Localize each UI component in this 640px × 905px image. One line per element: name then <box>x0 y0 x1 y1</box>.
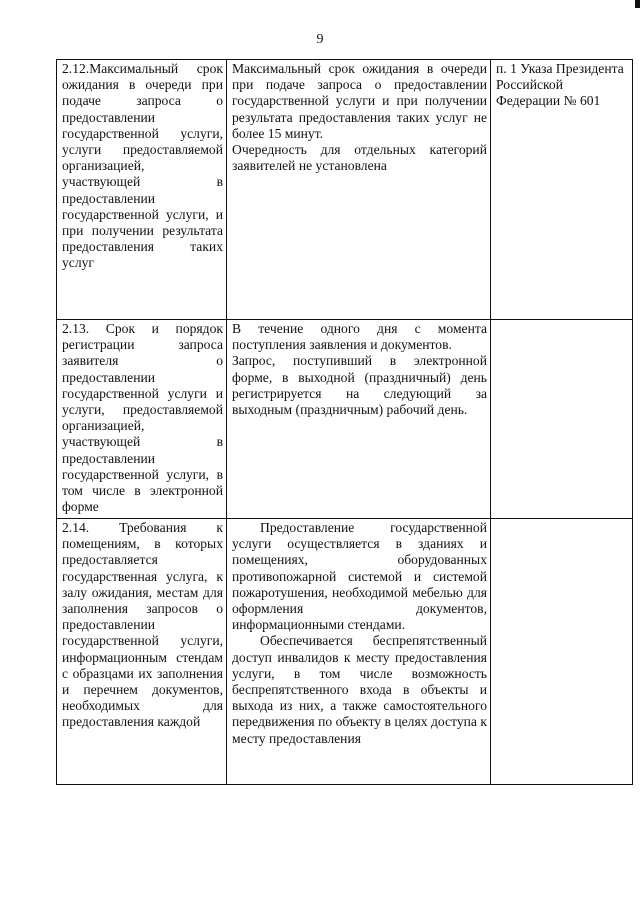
content-paragraph: Предоставление государственной услуги осуществляется в зданиях и помещениях, оборудованных противопожарной системой и системой пожаротушения, необходимой мебелью для оформления документов, информационными стендами. <box>232 520 487 633</box>
requirement-text: 2.14. Требования к помещениям, в которых предоставляется государственная услуга, к залу ожидания, местам для заполнения запросов о предоставлении государственной услуги, информационным стендам с образцами их заполнения и перечнем документов, необходимых для предоставления каждой <box>62 520 223 730</box>
table-row <box>57 60 633 320</box>
regulation-table <box>56 59 633 785</box>
table-row <box>57 320 633 519</box>
content-cell <box>227 519 491 785</box>
requirement-cell <box>57 519 227 785</box>
content-paragraph: Очередность для отдельных категорий заявителей не установлена <box>232 142 487 174</box>
page-number: 9 <box>316 32 324 47</box>
legal-basis-cell <box>491 60 633 320</box>
requirement-text: 2.13. Срок и порядок регистрации запроса заявителя о предоставлении государственной услуги и услуги, предоставляемой организацией, участвующей в предоставлении государственной услуги, в том числе в электронной форме <box>62 321 223 515</box>
requirement-text: 2.12.Максимальный срок ожидания в очереди при подаче запроса о предоставлении государственной услуги, услуги предоставляемой организацией, участвующей в предоставлении государственной услуги, и при получении результата предоставления таких услуг <box>62 61 223 271</box>
content-cell <box>227 60 491 320</box>
content-paragraph: Обеспечивается беспрепятственный доступ инвалидов к месту предоставления услуги, в том числе возможность беспрепятственного входа в объекты и выхода из них, а также самостоятельного передвижения по объекту в целях доступа к месту предоставления <box>232 633 487 746</box>
table-row <box>57 519 633 785</box>
scan-corner-mark <box>635 0 640 8</box>
content-paragraph: Запрос, поступивший в электронной форме, в выходной (праздничный) день регистрируется на следующий за выходным (праздничным) рабочий день. <box>232 353 487 418</box>
content-paragraph: Максимальный срок ожидания в очереди при подаче запроса о предоставлении государственной услуги и при получении результата предоставления таких услуг не более 15 минут. <box>232 61 487 141</box>
content-cell <box>227 320 491 519</box>
requirement-cell <box>57 320 227 519</box>
requirement-cell <box>57 60 227 320</box>
legal-basis-cell <box>491 320 633 519</box>
legal-basis-cell <box>491 519 633 785</box>
legal-basis-text: п. 1 Указа Президента Российской Федерации № 601 <box>496 61 624 109</box>
content-paragraph: В течение одного дня с момента поступления заявления и документов. <box>232 321 487 353</box>
